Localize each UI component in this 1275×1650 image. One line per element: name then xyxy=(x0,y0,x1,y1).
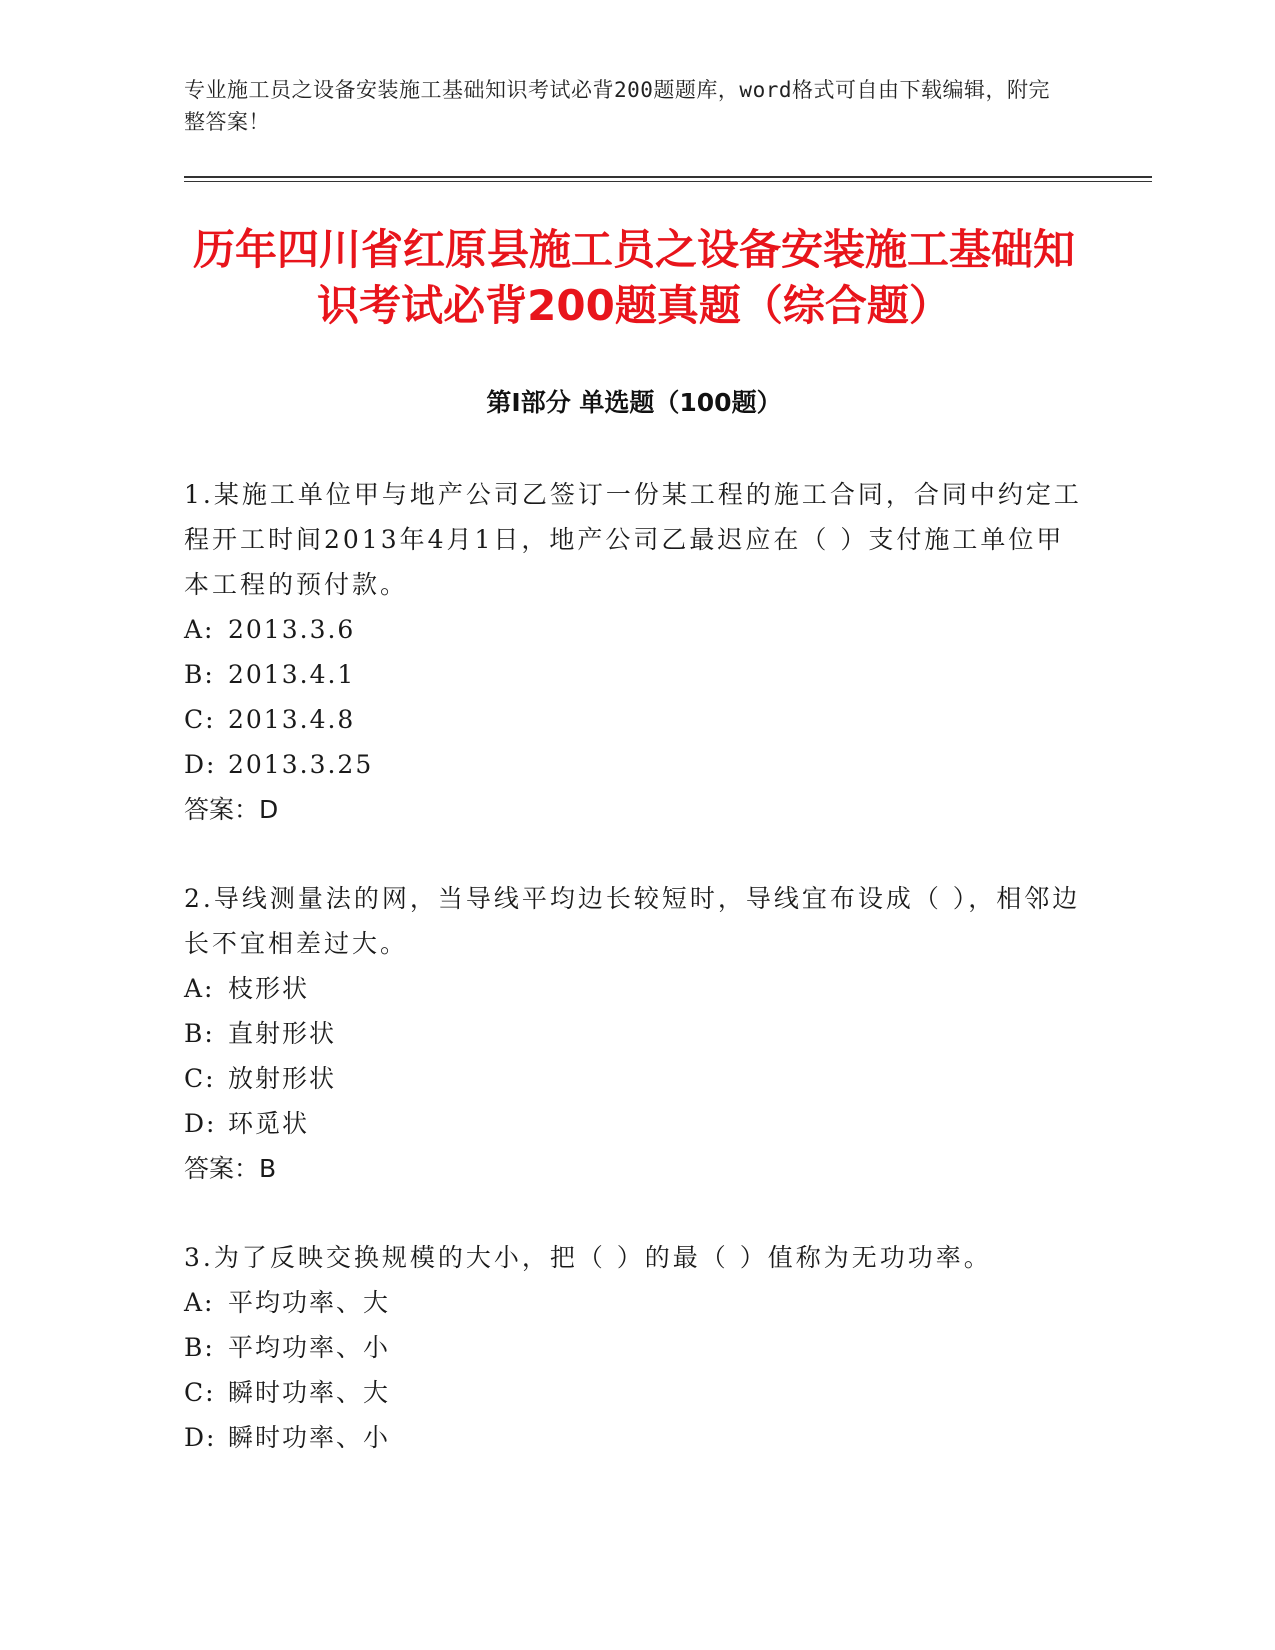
option-d xyxy=(184,1101,1084,1146)
option-c xyxy=(184,1056,1084,1101)
option-letter: A: xyxy=(184,974,215,1003)
option-letter: A: xyxy=(184,615,215,644)
option-letter: A: xyxy=(184,1288,215,1317)
answer-label: 答案：D xyxy=(184,795,279,824)
answer-label: 答案：B xyxy=(184,1154,277,1183)
question-2 xyxy=(184,876,1084,1191)
option-text: 2013.4.8 xyxy=(228,705,356,734)
question-stem: 3.为了反映交换规模的大小，把（ ）的最（ ）值称为无功功率。 xyxy=(184,1243,992,1272)
option-text: 2013.3.6 xyxy=(228,615,356,644)
header-divider-thick xyxy=(184,176,1152,178)
header-divider-thin xyxy=(184,181,1152,182)
question-stem: 1.某施工单位甲与地产公司乙签订一份某工程的施工合同，合同中约定工程开工时间2013年4月1日，地产公司乙最迟应在（ ）支付施工单位甲本工程的预付款。 xyxy=(184,480,1082,599)
option-letter: D: xyxy=(184,1109,217,1138)
header-note: 专业施工员之设备安装施工基础知识考试必背200题题库，word格式可自由下载编辑，附完整答案！ xyxy=(184,78,1050,134)
option-text: 环觅状 xyxy=(228,1109,310,1138)
option-b xyxy=(184,652,1084,697)
option-letter: B: xyxy=(184,1333,215,1362)
option-letter: C: xyxy=(184,1378,216,1407)
option-a xyxy=(184,1280,1084,1325)
option-letter: C: xyxy=(184,1064,216,1093)
question-stem: 2.导线测量法的网，当导线平均边长较短时，导线宜布设成（ ），相邻边长不宜相差过大。 xyxy=(184,884,1081,958)
option-d xyxy=(184,742,1084,787)
option-letter: D: xyxy=(184,750,217,779)
document-title: 历年四川省红原县施工员之设备安装施工基础知识考试必背200题真题（综合题） xyxy=(192,225,1075,330)
option-text: 直射形状 xyxy=(228,1019,337,1048)
option-b xyxy=(184,1325,1084,1370)
option-text: 放射形状 xyxy=(228,1064,337,1093)
option-d xyxy=(184,1415,1084,1460)
option-text: 平均功率、大 xyxy=(228,1288,391,1317)
option-a xyxy=(184,966,1084,1011)
option-text: 平均功率、小 xyxy=(228,1333,391,1362)
option-text: 2013.3.25 xyxy=(228,750,374,779)
option-text: 瞬时功率、小 xyxy=(228,1423,391,1452)
option-text: 2013.4.1 xyxy=(228,660,356,689)
option-text: 枝形状 xyxy=(228,974,310,1003)
section-title: 第Ⅰ部分 单选题（100题） xyxy=(486,388,782,417)
option-letter: B: xyxy=(184,660,215,689)
question-3 xyxy=(184,1235,1084,1460)
option-b xyxy=(184,1011,1084,1056)
question-1 xyxy=(184,472,1084,832)
option-c xyxy=(184,697,1084,742)
option-a xyxy=(184,607,1084,652)
option-letter: B: xyxy=(184,1019,215,1048)
option-c xyxy=(184,1370,1084,1415)
option-letter: D: xyxy=(184,1423,217,1452)
option-text: 瞬时功率、大 xyxy=(228,1378,391,1407)
option-letter: C: xyxy=(184,705,216,734)
question-list xyxy=(184,472,1084,1504)
